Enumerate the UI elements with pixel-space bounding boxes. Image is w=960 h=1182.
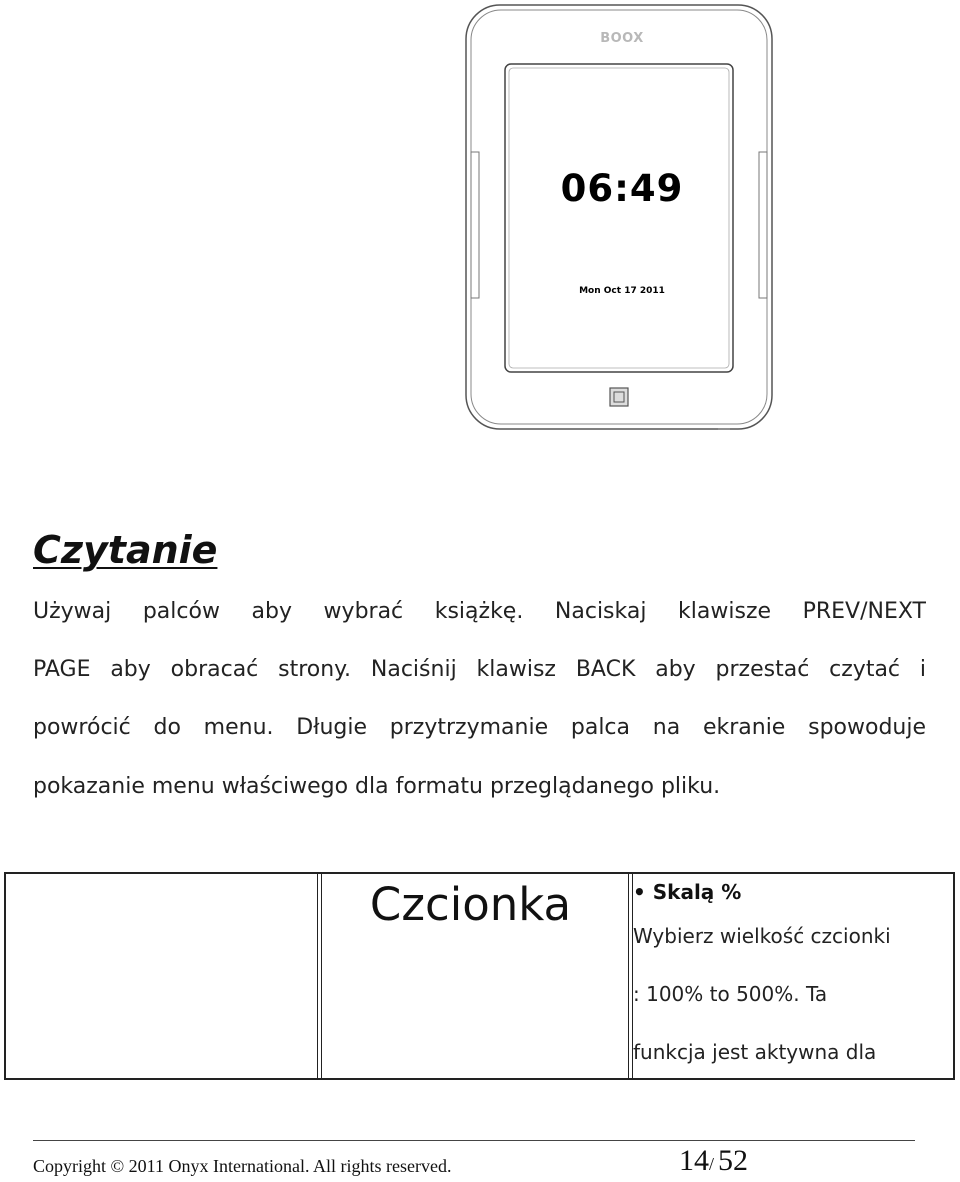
paragraph-line-1: Używaj palców aby wybrać książkę. Naciskaj klawisze PREV/NEXT (33, 599, 926, 624)
table-divider (628, 874, 629, 1078)
feature-description-line-3: funkcja jest aktywna dla (633, 1040, 877, 1064)
device-illustration (462, 2, 782, 434)
footer-rule (33, 1140, 915, 1141)
paragraph-line-3: powrócić do menu. Długie przytrzymanie palca na ekranie spowoduje (33, 715, 926, 740)
ereader-outline (462, 2, 782, 434)
paragraph-line-4: pokazanie menu właściwego dla formatu przeglądanego pliku. (33, 774, 721, 799)
bullet-icon: • (633, 880, 653, 904)
clock-time: 06:49 (560, 167, 684, 210)
page-number (679, 1144, 748, 1178)
footer-copyright: Copyright © 2011 Onyx International. All rights reserved. (33, 1156, 452, 1176)
device-brand-logo: BOOX (600, 31, 644, 46)
feature-bullet (633, 880, 741, 904)
feature-description-line-1: Wybierz wielkość czcionki (633, 924, 891, 948)
section-title: Czytanie (33, 528, 218, 572)
page-total: 52 (718, 1144, 749, 1177)
device-screen (505, 64, 733, 372)
clock-date: Mon Oct 17 2011 (579, 286, 665, 296)
paragraph-line-2: PAGE aby obracać strony. Naciśnij klawisz BACK aby przestać czytać i (33, 657, 926, 682)
feature-bullet-title: Skalą % (652, 880, 742, 904)
page-separator: / (709, 1154, 715, 1174)
feature-name: Czcionka (369, 878, 572, 931)
home-button (610, 388, 628, 406)
feature-description-line-2: : 100% to 500%. Ta (633, 982, 828, 1006)
page-current: 14 (679, 1144, 709, 1177)
